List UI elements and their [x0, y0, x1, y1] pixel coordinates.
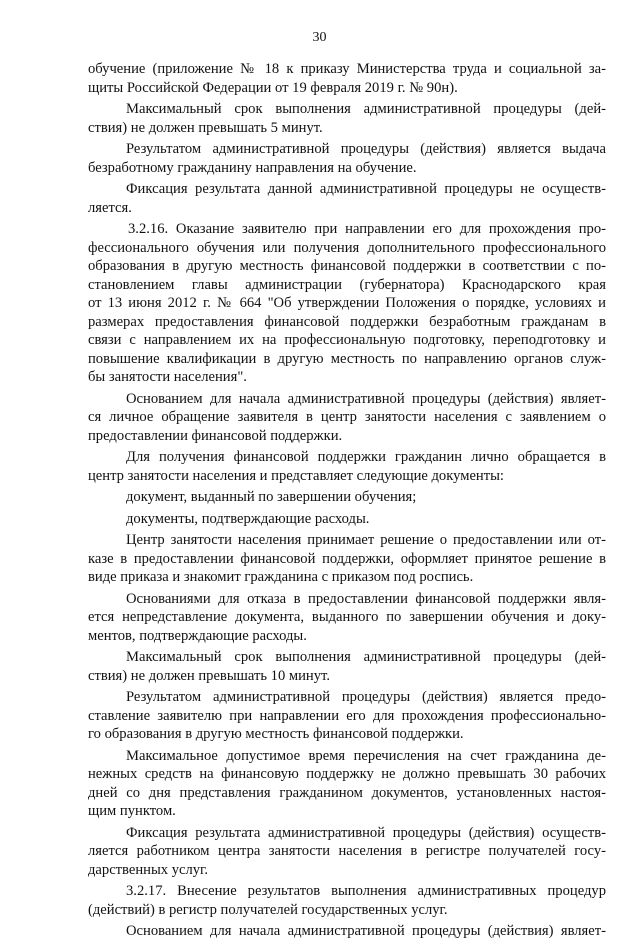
paragraph [88, 100, 606, 137]
text-line: Результатом административной процедуры (действия) является выдача [126, 141, 606, 157]
text-line: обучение (приложение № 18 к приказу Министерства труда и социальной за- [88, 61, 606, 77]
text-line: щим пунктом. [88, 803, 176, 819]
text-line: Для получения финансовой поддержки гражданин лично обращается в [126, 449, 606, 465]
text-line: ся личное обращение заявителя в центр занятости населения с заявлением о [88, 409, 606, 425]
text-line: документы, подтверждающие расходы. [126, 510, 370, 527]
text-line: становлением главы администрации (губернатора) Краснодарского края [88, 276, 606, 293]
text-line: ется непредставление документа, выданного по завершении обучения и доку- [88, 609, 606, 625]
text-line: связи с направлением их на профессиональную подготовку, переподготовку и [88, 332, 606, 348]
paragraph [88, 510, 606, 529]
text-line: предоставлении финансовой поддержки. [88, 427, 343, 444]
text-line: Максимальный срок выполнения административной процедуры (дей- [126, 101, 606, 117]
paragraph [88, 824, 606, 880]
paragraph [88, 390, 606, 446]
page-number: 30 [312, 30, 327, 45]
text-line: образования в другую местность финансовой поддержки в соответствии с по- [88, 258, 606, 274]
text-line: нежных средств на финансовую поддержку не должно превышать 30 рабочих [88, 766, 606, 782]
text-line: бы занятости населения". [88, 369, 247, 385]
text-line: ствия) не должен превышать 5 минут. [88, 119, 323, 136]
text-line: Основанием для начала административной процедуры (действия) являет- [126, 923, 606, 939]
paragraph [88, 220, 606, 387]
text-line: Максимальный срок выполнения административной процедуры (дей- [126, 649, 606, 665]
text-line: ментов, подтверждающие расходы. [88, 627, 307, 644]
text-line: щиты Российской Федерации от 19 февраля 2019 г. № 90н). [88, 79, 458, 96]
document-body [88, 60, 606, 941]
text-line: ставление заявителю при направлении его для прохождения профессионально- [88, 707, 606, 724]
paragraph [88, 747, 606, 821]
text-line: безработному гражданину направления на обучение. [88, 159, 417, 176]
text-line: размерах предоставления финансовой поддержки безработным гражданам в [88, 313, 606, 330]
text-line: 3.2.17. Внесение результатов выполнения административных процедур [126, 883, 606, 899]
text-line: ляется. [88, 199, 132, 216]
paragraph [88, 882, 606, 919]
text-line: Основанием для начала административной процедуры (действия) являет- [126, 390, 606, 407]
text-line: Результатом административной процедуры (действия) является предо- [126, 689, 606, 705]
text-line: виде приказа и знакомит гражданина с приказом под роспись. [88, 569, 474, 585]
text-line: 3.2.16. Оказание заявителю при направлении его для прохождения про- [128, 221, 606, 237]
text-line: Фиксация результата административной процедуры (действия) осуществ- [126, 824, 606, 841]
text-line: центр занятости населения и представляет следующие документы: [88, 467, 504, 484]
text-line: Основаниями для отказа в предоставлении финансовой поддержки явля- [126, 590, 606, 607]
text-line: дней со дня представления гражданином документов, установленных настоя- [88, 784, 606, 801]
text-line: ляется работником центра занятости населения в регистре получателей госу- [88, 843, 606, 859]
text-line: дарственных услуг. [88, 861, 209, 878]
text-line: Фиксация результата данной административной процедуры не осуществ- [126, 181, 606, 197]
text-line: документ, выданный по завершении обучения; [126, 489, 417, 505]
paragraph [88, 531, 606, 587]
text-line: (действий) в регистр получателей государственных услуг. [88, 901, 448, 918]
text-line: Максимальное допустимое время перечисления на счет гражданина де- [126, 747, 606, 764]
text-line: ствия) не должен превышать 10 минут. [88, 667, 330, 684]
paragraph [88, 590, 606, 646]
paragraph [88, 688, 606, 744]
paragraph [88, 488, 606, 507]
paragraph [88, 60, 606, 97]
paragraph [88, 648, 606, 685]
paragraph [88, 180, 606, 217]
paragraph [88, 448, 606, 485]
text-line: фессионального обучения или получения дополнительного профессионального [88, 239, 606, 256]
paragraph [88, 922, 606, 941]
paragraph [88, 140, 606, 177]
text-line: Центр занятости населения принимает решение о предоставлении или от- [126, 532, 606, 548]
text-line: казе в предоставлении финансовой поддержки, оформляет принятое решение в [88, 550, 606, 567]
text-line: от 13 июня 2012 г. № 664 "Об утверждении Положения о порядке, условиях и [88, 295, 606, 311]
text-line: го образования в другую местность финансовой поддержки. [88, 726, 464, 742]
text-line: повышение квалификации в другую местность по направлению органов служ- [88, 350, 606, 367]
